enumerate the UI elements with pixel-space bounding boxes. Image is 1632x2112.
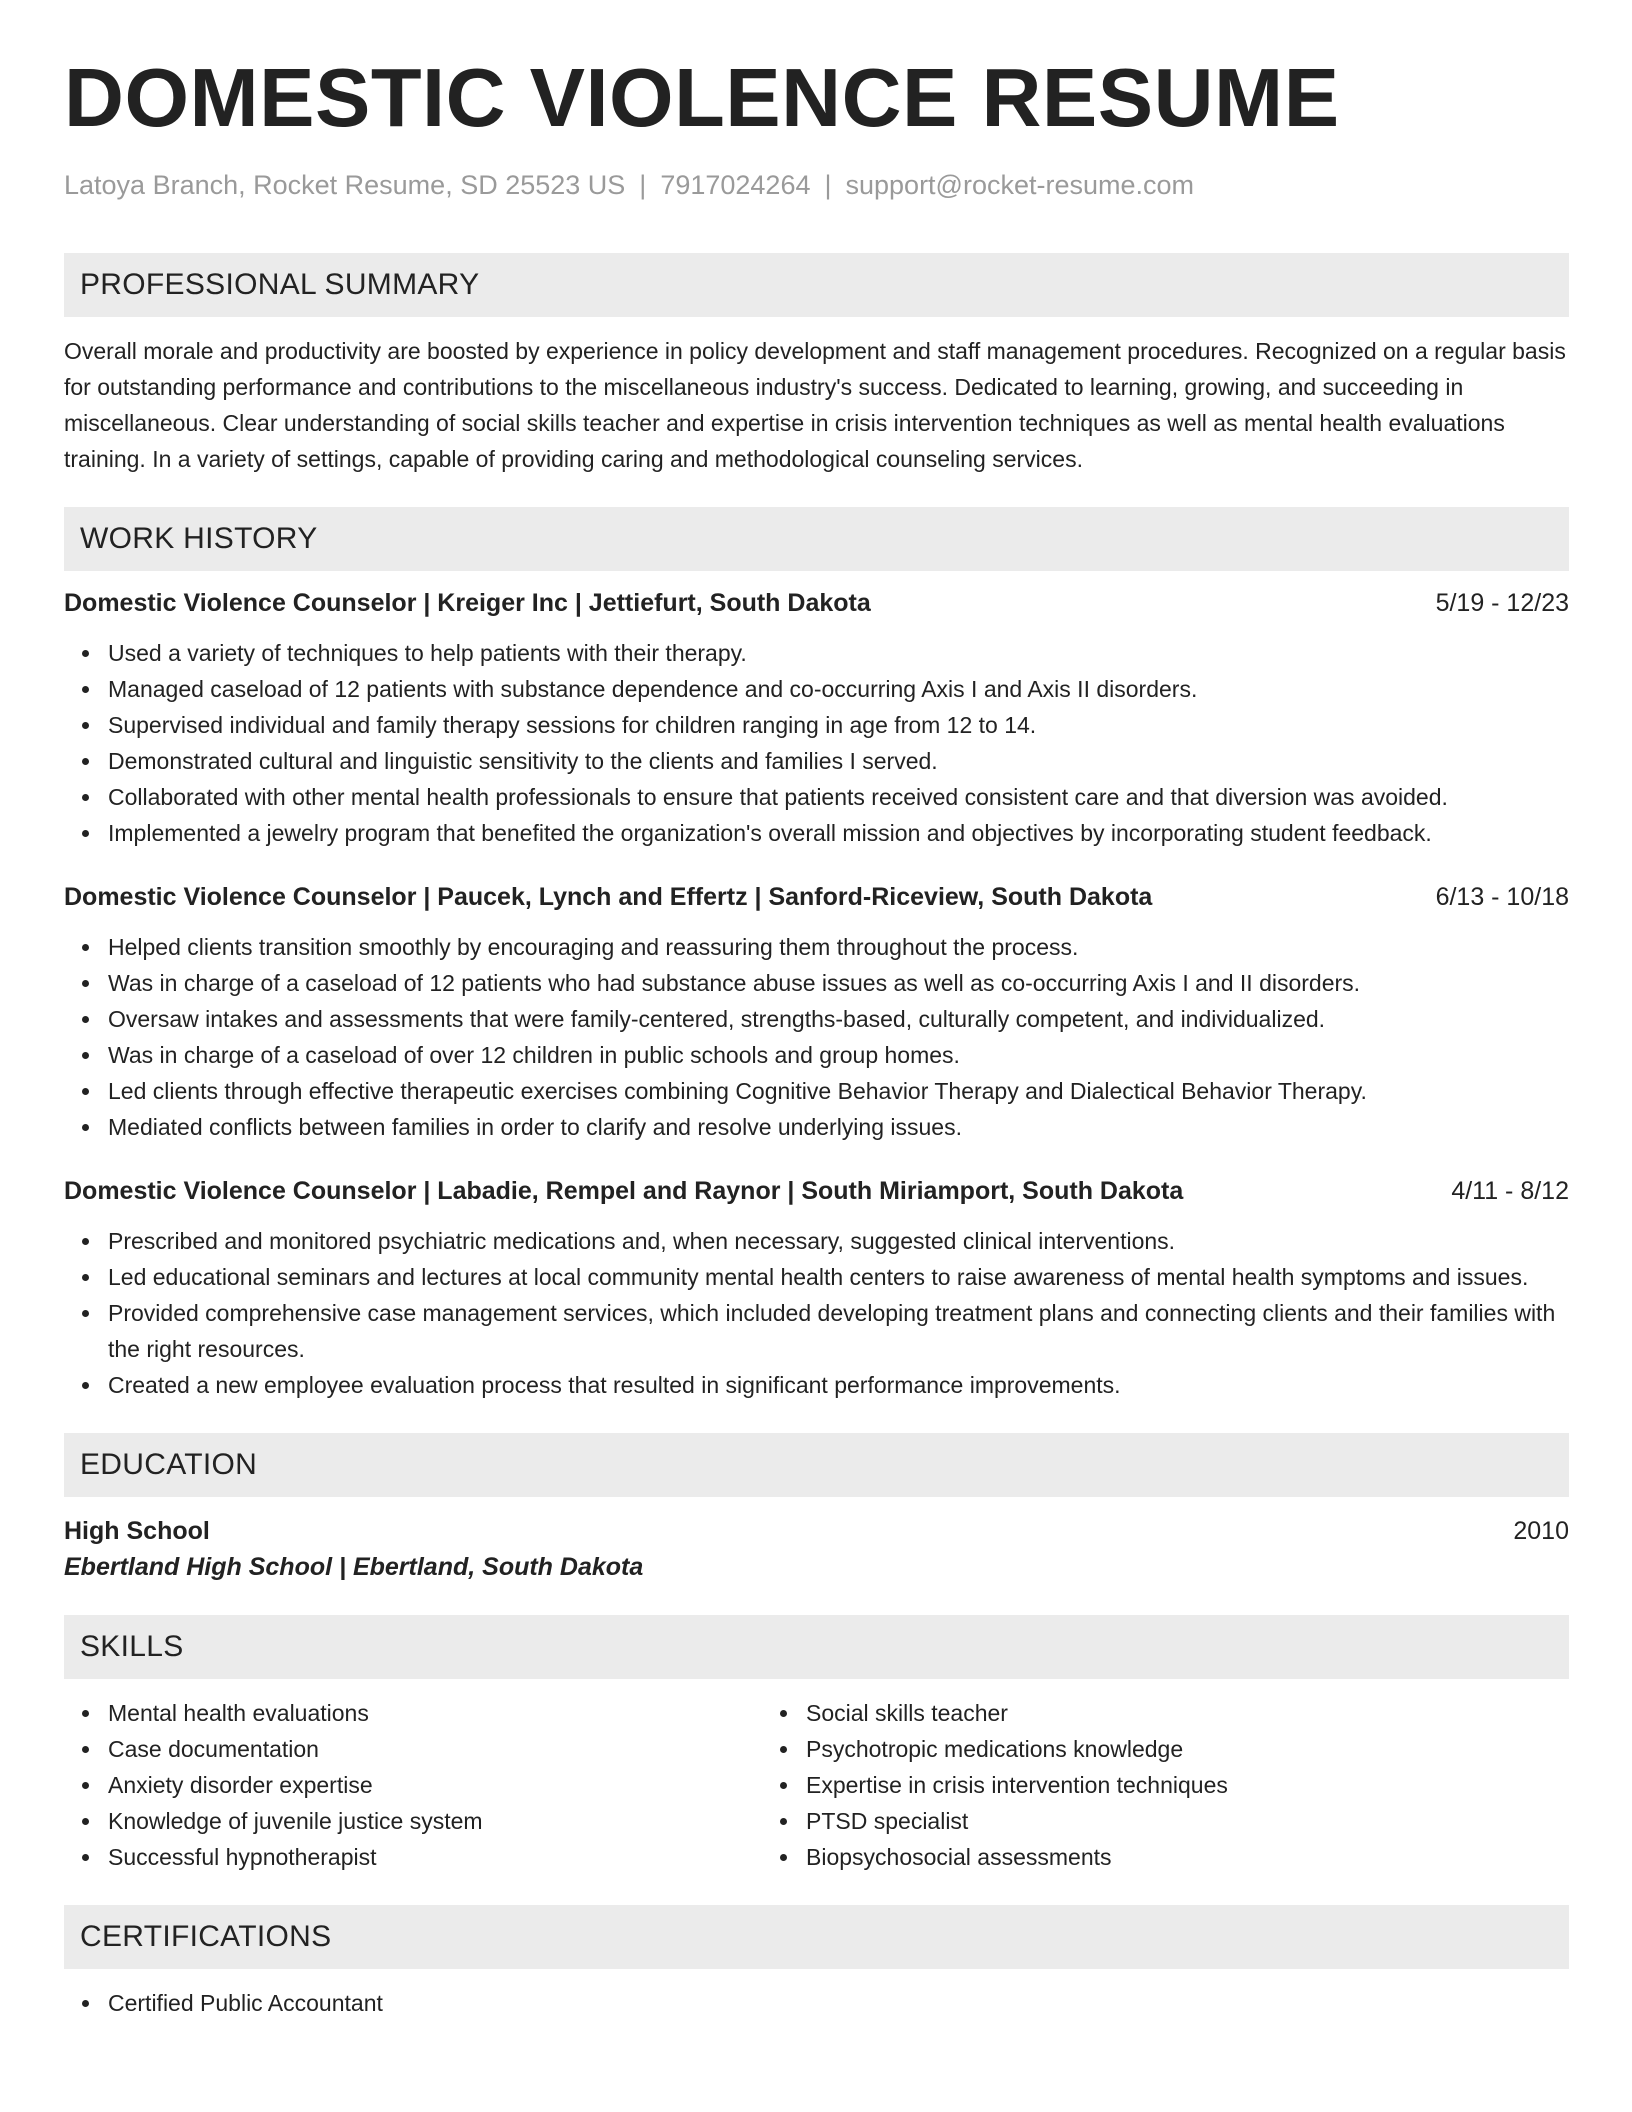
list-item: Oversaw intakes and assessments that were family-centered, strengths-based, culturally competent, and individualized. [108, 1001, 1569, 1037]
skills-bullets [64, 1695, 762, 1875]
list-item: Collaborated with other mental health professionals to ensure that patients received consistent care and that diversion was avoided. [108, 779, 1569, 815]
section-header-education: EDUCATION [64, 1433, 1569, 1497]
skills-list [64, 1695, 1569, 1875]
job-header [64, 585, 1569, 621]
list-item: Social skills teacher [806, 1695, 1228, 1731]
contact-separator: | [824, 170, 832, 200]
list-item: Was in charge of a caseload of over 12 children in public schools and group homes. [108, 1037, 1569, 1073]
section-header-work-history: WORK HISTORY [64, 507, 1569, 571]
education-school: Ebertland High School | Ebertland, South Dakota [64, 1553, 644, 1582]
education-header [64, 1513, 1569, 1549]
list-item: Created a new employee evaluation process that resulted in significant performance improvements. [108, 1367, 1569, 1403]
contact-separator: | [639, 170, 647, 200]
job-dates: 6/13 - 10/18 [1435, 883, 1569, 912]
list-item: Psychotropic medications knowledge [806, 1731, 1228, 1767]
contact-phone: 7917024264 [660, 170, 811, 200]
list-item: Used a variety of techniques to help patients with their therapy. [108, 635, 1569, 671]
list-item: Knowledge of juvenile justice system [108, 1803, 762, 1839]
list-item: Successful hypnotherapist [108, 1839, 762, 1875]
list-item: Certified Public Accountant [108, 1985, 1569, 2021]
education-year: 2010 [1513, 1517, 1569, 1546]
list-item: Helped clients transition smoothly by encouraging and reassuring them throughout the process. [108, 929, 1569, 965]
job-entry [64, 879, 1569, 1145]
list-item: Implemented a jewelry program that benefited the organization's overall mission and objectives by incorporating student feedback. [108, 815, 1569, 851]
job-bullets [64, 1223, 1569, 1403]
list-item: Led educational seminars and lectures at local community mental health centers to raise awareness of mental health symptoms and issues. [108, 1259, 1569, 1295]
job-title: Domestic Violence Counselor | Kreiger Inc | Jettiefurt, South Dakota [64, 589, 871, 618]
education-degree: High School [64, 1517, 210, 1546]
job-bullets [64, 929, 1569, 1145]
job-dates: 5/19 - 12/23 [1435, 589, 1569, 618]
job-header [64, 1173, 1569, 1209]
job-entry [64, 1173, 1569, 1403]
certifications-list [64, 1985, 1569, 2021]
list-item: Biopsychosocial assessments [806, 1839, 1228, 1875]
skills-bullets [762, 1695, 1228, 1875]
list-item: Mental health evaluations [108, 1695, 762, 1731]
contact-line [64, 169, 1569, 201]
list-item: Anxiety disorder expertise [108, 1767, 762, 1803]
list-item: Demonstrated cultural and linguistic sensitivity to the clients and families I served. [108, 743, 1569, 779]
job-title: Domestic Violence Counselor | Labadie, Rempel and Raynor | South Miriamport, South Dakota [64, 1177, 1184, 1206]
section-header-summary: PROFESSIONAL SUMMARY [64, 253, 1569, 317]
resume-title: DOMESTIC VIOLENCE RESUME [64, 51, 1340, 144]
list-item: Case documentation [108, 1731, 762, 1767]
section-header-skills: SKILLS [64, 1615, 1569, 1679]
job-entry [64, 585, 1569, 851]
list-item: Supervised individual and family therapy sessions for children ranging in age from 12 to 14. [108, 707, 1569, 743]
job-bullets [64, 635, 1569, 851]
list-item: Managed caseload of 12 patients with substance dependence and co-occurring Axis I and Axis II disorders. [108, 671, 1569, 707]
list-item: Provided comprehensive case management services, which included developing treatment plans and connecting clients and their families with the right resources. [108, 1295, 1569, 1367]
contact-email: support@rocket-resume.com [845, 170, 1195, 200]
job-title: Domestic Violence Counselor | Paucek, Lynch and Effertz | Sanford-Riceview, South Dakota [64, 883, 1153, 912]
job-dates: 4/11 - 8/12 [1451, 1177, 1569, 1206]
skills-column-left [64, 1695, 762, 1875]
list-item: Expertise in crisis intervention techniques [806, 1767, 1228, 1803]
summary-text: Overall morale and productivity are boosted by experience in policy development and staff management procedures. Recognized on a regular basis for outstanding performance and contributions to the miscellaneous industry's success. Dedicated to learning, growing, and succeeding in miscellaneous. Clear understanding of social skills teacher and expertise in crisis intervention techniques as well as mental health evaluations training. In a variety of settings, capable of providing caring and methodological counseling services. [64, 338, 1566, 473]
section-header-certifications: CERTIFICATIONS [64, 1905, 1569, 1969]
list-item: Mediated conflicts between families in order to clarify and resolve underlying issues. [108, 1109, 1569, 1145]
skills-column-right [762, 1695, 1228, 1875]
list-item: Was in charge of a caseload of 12 patients who had substance abuse issues as well as co-occurring Axis I and II disorders. [108, 965, 1569, 1001]
list-item: Prescribed and monitored psychiatric medications and, when necessary, suggested clinical interventions. [108, 1223, 1569, 1259]
job-header [64, 879, 1569, 915]
list-item: Led clients through effective therapeutic exercises combining Cognitive Behavior Therapy and Dialectical Behavior Therapy. [108, 1073, 1569, 1109]
certifications-bullets [64, 1985, 1569, 2021]
list-item: PTSD specialist [806, 1803, 1228, 1839]
contact-address: Latoya Branch, Rocket Resume, SD 25523 US [64, 170, 626, 200]
